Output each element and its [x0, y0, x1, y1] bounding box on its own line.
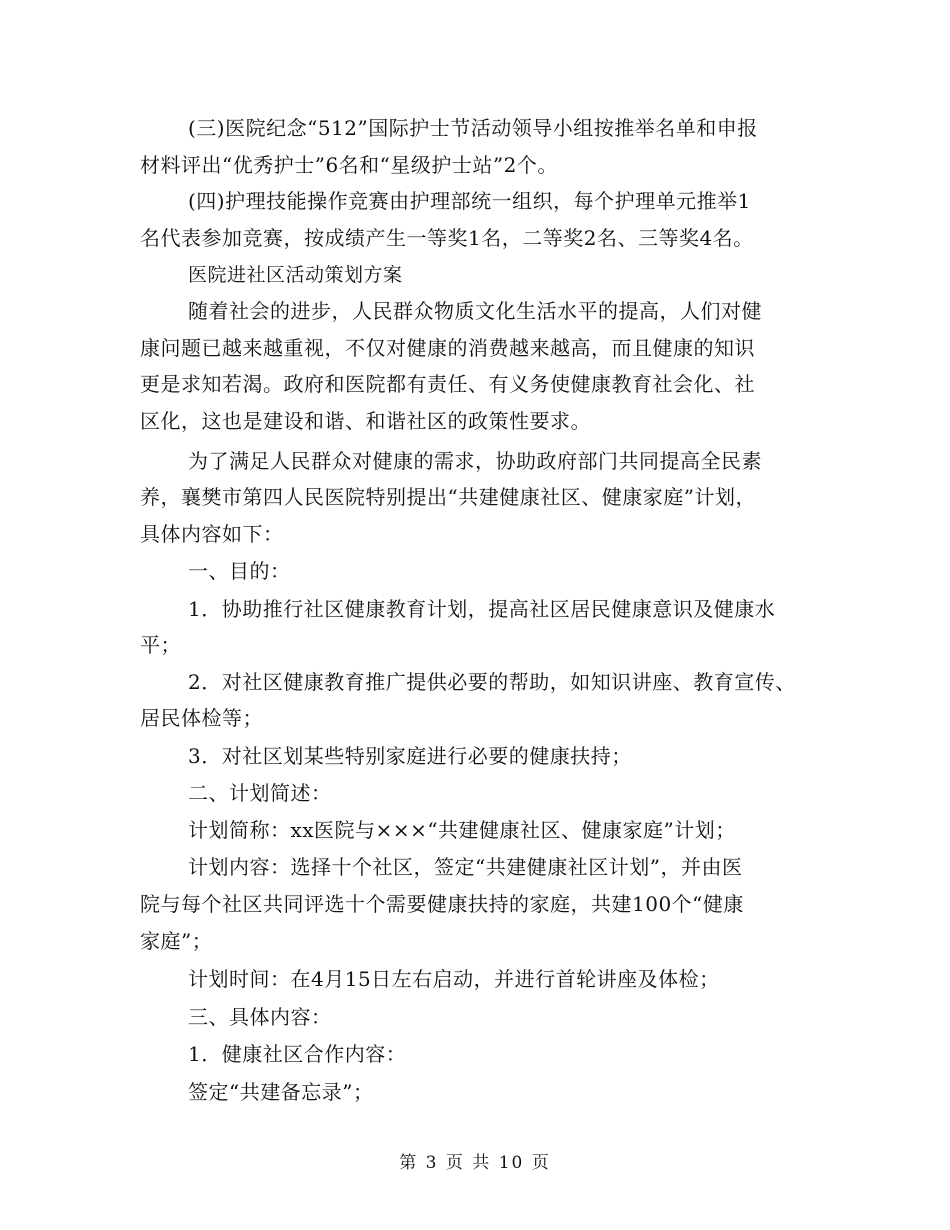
- paragraph-line: 更是求知若渴。政府和医院都有责任、有义务使健康教育社会化、社: [140, 372, 755, 396]
- paragraph-line: 材料评出“优秀护士”6名和“星级护士站”2个。: [140, 153, 558, 177]
- list-item-continuation: 平；: [140, 633, 181, 657]
- list-item: 2．对社区健康教育推广提供必要的帮助，如知识讲座、教育宣传、: [188, 670, 796, 694]
- paragraph-line: 家庭”；: [140, 929, 213, 953]
- paragraph-line: 签定“共建备忘录”；: [188, 1080, 374, 1104]
- paragraph-line: 随着社会的进步，人民群众物质文化生活水平的提高，人们对健: [188, 299, 762, 323]
- paragraph-line: 计划简称：xx医院与×××“共建健康社区、健康家庭”计划；: [188, 818, 736, 842]
- section-heading: 二、计划简述：: [188, 781, 332, 805]
- section-heading: 一、目的：: [188, 559, 291, 583]
- page-number-footer: 第 3 页 共 10 页: [399, 1153, 551, 1173]
- paragraph-line: 康问题已越来越重视，不仅对健康的消费越来越高，而且健康的知识: [140, 336, 755, 360]
- list-item: 3．对社区划某些特别家庭进行必要的健康扶持；: [188, 744, 632, 768]
- list-item-continuation: 居民体检等；: [140, 706, 263, 730]
- paragraph-line: 计划内容：选择十个社区，签定“共建健康社区计划”，并由医: [188, 855, 743, 879]
- section-title: 医院进社区活动策划方案: [188, 264, 403, 286]
- paragraph-line: (三)医院纪念“512”国际护士节活动领导小组按推举名单和申报: [188, 116, 758, 140]
- paragraph-line: 养，襄樊市第四人民医院特别提出“共建健康社区、健康家庭”计划，: [140, 485, 756, 509]
- paragraph-line: 为了满足人民群众对健康的需求，协助政府部门共同提高全民素: [188, 449, 762, 473]
- paragraph-line: 计划时间：在4月15日左右启动，并进行首轮讲座及体检；: [188, 967, 720, 991]
- paragraph-line: 具体内容如下：: [140, 522, 284, 546]
- paragraph-line: 名代表参加竞赛，按成绩产生一等奖1名，二等奖2名、三等奖4名。: [140, 226, 754, 250]
- section-heading: 三、具体内容：: [188, 1005, 332, 1029]
- paragraph-line: 区化，这也是建设和谐、和谐社区的政策性要求。: [140, 409, 591, 433]
- paragraph-line: 院与每个社区共同评选十个需要健康扶持的家庭，共建100个“健康: [140, 892, 744, 916]
- list-item: 1．健康社区合作内容：: [188, 1042, 407, 1066]
- list-item: 1．协助推行社区健康教育计划，提高社区居民健康意识及健康水: [188, 597, 776, 621]
- paragraph-line: (四)护理技能操作竞赛由护理部统一组织，每个护理单元推举1: [188, 189, 751, 213]
